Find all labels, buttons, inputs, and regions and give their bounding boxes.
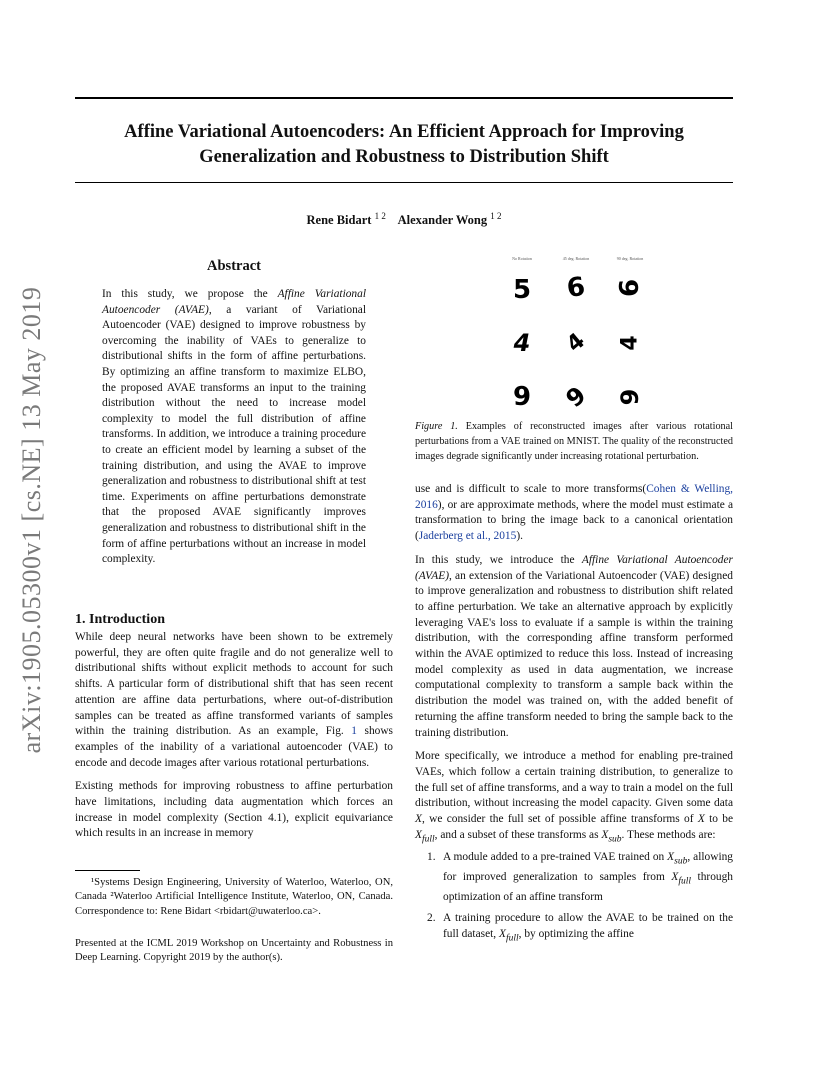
author-affiliation: 1 2 [490, 211, 502, 221]
intro-paragraph: Existing methods for improving robustness to affine perturbation have limitations, including data augmentation which forces an increase in model complexity (Section 4.1), explicit equivariance which results in an increase in memory [75, 780, 393, 840]
figure-column-header: 45 deg. Rotation [562, 256, 590, 261]
section-heading-introduction: 1. Introduction [75, 612, 165, 627]
reconstructed-digit: 9 [560, 380, 592, 414]
author-name: Rene Bidart [306, 213, 372, 228]
reconstructed-digit: 6 [564, 271, 588, 305]
paper-title: Affine Variational Autoencoders: An Efficient Approach for Improving Generalization and Robustness to Distribution Shift [124, 122, 684, 167]
author-affiliation: 1 2 [374, 211, 386, 221]
author-list [75, 211, 733, 228]
figure-caption-label: Figure 1. [415, 421, 458, 432]
reconstructed-digit: 4 [617, 335, 643, 351]
list-item: 1. A module added to a pre-trained VAE trained on $X_{sub}$, allowing for improved generalization to samples from $X_{full}$ through optimization of an affine transform [427, 850, 734, 903]
footnote-rule [75, 870, 140, 871]
reconstructed-digit: 6 [615, 278, 645, 298]
citation-link[interactable]: Jaderberg et al., 2015 [418, 530, 517, 543]
reconstructed-digit: 9 [616, 388, 644, 406]
body-paragraph: More specifically, we introduce a method for enabling pre-trained VAEs, which follow a certain training distribution, to generalize to the full set of affine transforms, and a way to train a model on the full distribution, without increasing the model capacity. Given some data X, we consider the full set of possible affine transforms of X to be $X_{full}$, and a subset of these transforms as $X_{sub}$. These methods are: [415, 750, 734, 845]
figure-caption: Figure 1. Examples of reconstructed images after various rotational perturbations from a VAE trained on MNIST. The quality of the reconstructed images degrade significantly under increasing rotational perturbation. [415, 421, 733, 463]
title-top-rule [75, 97, 733, 99]
figure-reference-link[interactable]: 1 [351, 725, 357, 738]
body-paragraph: use and is difficult to scale to more transforms(Cohen & Welling, 2016), or are approximate methods, where the model must estimate a transformation to bring the image back to a canonical orientation (Jaderberg et al., 2015). [415, 483, 733, 543]
presented-note: Presented at the ICML 2019 Workshop on Uncertainty and Robustness in Deep Learning. Copyright 2019 by the author(s). [75, 937, 393, 964]
figure-column-header: No Rotation [512, 256, 532, 261]
figure-column-header: 90 deg. Rotation [616, 256, 644, 261]
list-item: 2. A training procedure to allow the AVAE to be trained on the full dataset, $X_{full}$, by optimizing the affine [427, 912, 733, 944]
reconstructed-digit: 5 [512, 275, 532, 305]
affiliation-footnote: ¹Systems Design Engineering, University of Waterloo, Waterloo, ON, Canada ²Waterloo Artificial Intelligence Institute, Waterloo, ON, Canada. Correspondence to: Rene Bidart <rbidart@uwaterloo.ca>. [75, 877, 393, 917]
right-column-text [415, 482, 733, 953]
title-bottom-rule [75, 182, 733, 183]
figure-1-reconstructions [502, 256, 650, 416]
abstract-body: In this study, we propose the Affine Variational Autoencoder (AVAE), a variant of Variational Autoencoder (VAE) designed to improve robustness by overcoming the inability of VAEs to generalize to distributional shifts in the form of affine perturbations. By optimizing an affine transform to maximize ELBO, the proposed AVAE transforms an input to the training distribution without the need to increase model complexity to model the full distribution of affine transforms. In addition, we introduce a training procedure to create an efficient model by learning a subset of the training distribution, and using the AVAE to improve generalization and robustness to distributional shift at test time. Experiments on affine perturbations demonstrate that the proposed AVAE significantly improves generalization and robustness to distributional shift in the form of affine perturbations without an increase in model complexity. [102, 288, 366, 566]
abstract-heading: Abstract [207, 258, 261, 274]
citation-link[interactable]: Cohen & Welling, 2016 [415, 483, 733, 511]
reconstructed-digit: 4 [562, 328, 590, 358]
intro-paragraph: While deep neural networks have been shown to be extremely powerful, they are often quite fragile and do not generalize well to distributional shifts without explicit methods to account for such shifts. A particular form of distributional shift that has seen recent attention are affine data perturbations, where out-of-distribution samples can be treated as affine transformed variants of samples within the training distribution. As an example, Fig. 1 shows examples of the inability of a variational autoencoder (VAE) to encode and decode images after various rotational perturbations. [75, 631, 393, 769]
methods-list [415, 850, 733, 947]
reconstructed-digit: 4 [513, 329, 531, 357]
reconstructed-digit: 9 [512, 382, 532, 412]
left-column-text [75, 630, 393, 850]
body-paragraph: In this study, we introduce the Affine Variational Autoencoder (AVAE), an extension of the Variational Autoencoder (VAE) designed to improve generalization and robustness to distribution shift related to affine perturbation. We take an alternative approach by explicitly leveraging VAE's loss to evaluate if a sample is within the training distribution, with the corresponding affine transform performed within the AVAE optimized to reduce this loss. Instead of increasing model complexity as used in data augmentation, we increase computational complexity to transform a sample back within the distribution the model was trained on, with the added benefit of returning the affine transform needed to bring the sample back to the training distribution. [415, 553, 733, 739]
author-name: Alexander Wong [397, 213, 488, 228]
footnote [75, 876, 393, 965]
